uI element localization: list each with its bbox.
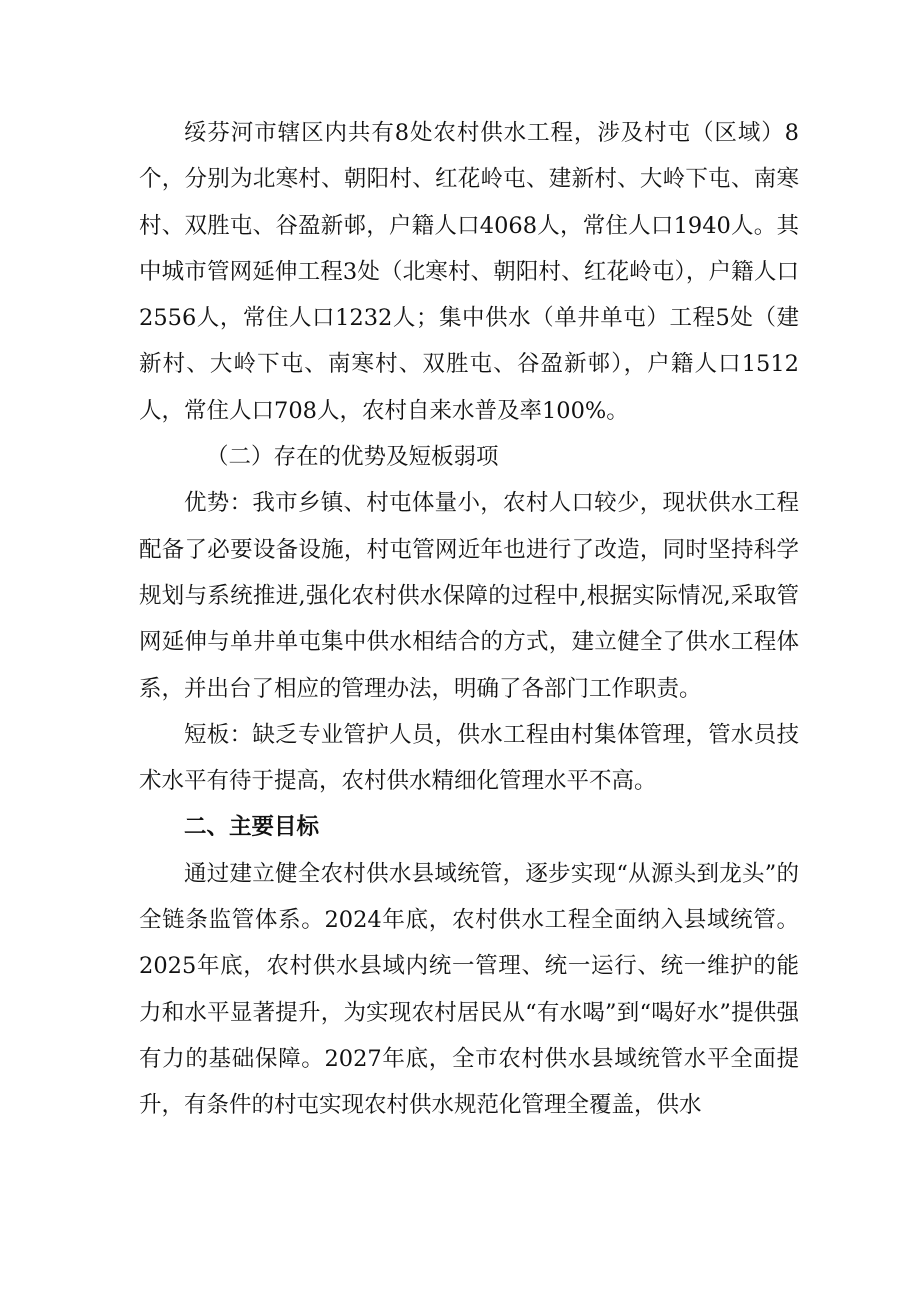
advantages-paragraph: 优势：我市乡镇、村屯体量小，农村人口较少，现状供水工程配备了必要设备设施，村屯管网近年也进行了改造，同时坚持科学规划与系统推进,强化农村供水保障的过程中,根据实际情况,采取管网延伸与单井单屯集中供水相结合的方式，建立健全了供水工程体系，并出台了相应的管理办法，明确了各部门工作职责。 [139, 490, 799, 702]
weaknesses-paragraph: 短板：缺乏专业管护人员，供水工程由村集体管理，管水员技术水平有待于提高，农村供水精细化管理水平不高。 [139, 721, 799, 795]
intro-paragraph: 绥芬河市辖区内共有8处农村供水工程，涉及村屯（区域）8个，分别为北寒村、朝阳村、红花岭屯、建新村、大岭下屯、南寒村、双胜屯、谷盈新邨，户籍人口4068人，常住人口1940人。其中城市管网延伸工程3处（北寒村、朝阳村、红花岭屯），户籍人口2556人，常住人口1232人；集中供水（单井单屯）工程5处（建新村、大岭下屯、南寒村、双胜屯、谷盈新邨），户籍人口1512人，常住人口708人，农村自来水普及率100%。 [139, 120, 799, 424]
goals-paragraph: 通过建立健全农村供水县域统管，逐步实现“从源头到龙头”的全链条监管体系。2024年底，农村供水工程全面纳入县域统管。2025年底，农村供水县域内统一管理、统一运行、统一维护的能力和水平显著提升，为实现农村居民从“有水喝”到“喝好水”提供强有力的基础保障。2027年底，全市农村供水县域统管水平全面提升，有条件的村屯实现农村供水规范化管理全覆盖，供水 [139, 860, 799, 1119]
section-subheading: （二）存在的优势及短板弱项 [206, 444, 499, 471]
document-body [139, 110, 799, 1129]
section-heading: 二、主要目标 [184, 814, 320, 841]
